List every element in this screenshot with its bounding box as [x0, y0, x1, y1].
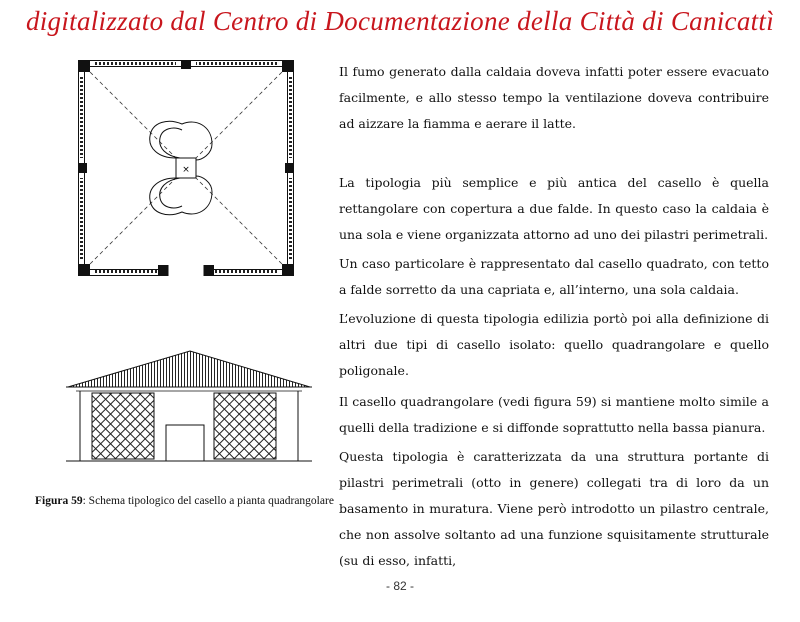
- paragraph: La tipologia più semplice e più antica del casello è quella rettangolare con copertura a due falde. In questo caso la caldaia è una sola e viene organizzata attorno ad uno dei pilastri perimetrali.: [339, 175, 769, 242]
- text-block-3: [339, 389, 769, 574]
- text-block-2: [339, 170, 769, 384]
- paragraph: L’evoluzione di questa tipologia edilizia portò poi alla definizione di altri due tipi di casello isolato: quello quadrangolare e quello poligonale.: [339, 311, 769, 378]
- elevation-drawing: [66, 349, 312, 465]
- text-block-1: [339, 59, 769, 137]
- caption-label: Figura 59: [35, 495, 83, 507]
- svg-text:×: ×: [182, 165, 190, 175]
- watermark-header: digitalizzato dal Centro di Documentazione della Città di Canicattì: [25, 6, 775, 36]
- page-number: - 82 -: [385, 579, 414, 593]
- figure-caption: [35, 495, 335, 507]
- paragraph: Questa tipologia è caratterizzata da una struttura portante di pilastri perimetrali (otto in genere) collegati tra di loro da un basamento in muratura. Viene però introdotto un pilastro centrale, che non assolve soltanto ad una funzione squisitamente strutturale (su di esso, infatti,: [339, 449, 769, 568]
- paragraph: Il fumo generato dalla caldaia doveva infatti poter essere evacuato facilmente, e allo stesso tempo la ventilazione doveva contribuire ad aizzare la fiamma e aerare il latte.: [339, 64, 769, 131]
- caption-text: : Schema tipologico del casello a pianta quadrangolare: [82, 495, 334, 507]
- paragraph: Un caso particolare è rappresentato dal casello quadrato, con tetto a falde sorretto da una capriata e, all’interno, una sola caldaia.: [339, 256, 769, 297]
- paragraph: Il casello quadrangolare (vedi figura 59) si mantiene molto simile a quelli della tradizione e si diffonde soprattutto nella bassa pianura.: [339, 394, 769, 435]
- floor-plan-drawing: [78, 60, 294, 278]
